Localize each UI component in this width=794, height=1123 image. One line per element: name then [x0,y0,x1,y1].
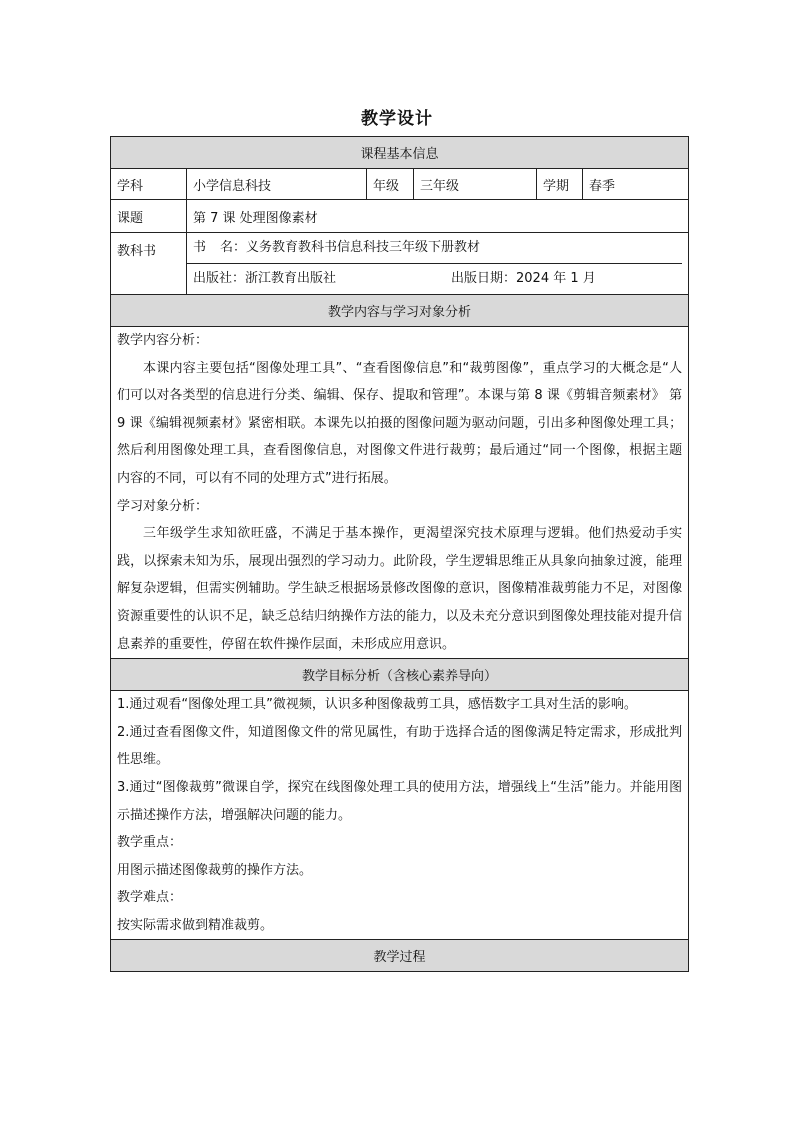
key-point-text: 用图示描述图像裁剪的操作方法。 [117,862,313,878]
goal-2: 2.通过查看图像文件，知道图像文件的常见属性，有助于选择合适的图像满足特定需求，形成批判性思维。 [117,724,683,768]
topic-label: 课题 [111,200,187,233]
term-value: 春季 [583,169,689,200]
learner-analysis-text: 三年级学生求知欲旺盛，不满足于基本操作，更渴望深究技术原理与逻辑。他们热爱动手实践，以探索未知为乐，展现出强烈的学习动力。此阶段，学生逻辑思维正从具象向抽象过渡，能理解复杂逻辑，但需实例辅助。学生缺乏根据场景修改图像的意识，图像精准裁剪能力不足，对图像资源重要性的认识不足，缺乏总结归纳操作方法的能力，以及未充分意识到图像处理技能对提升信息素养的重要性，停留在软件操作层面，未形成应用意识。 [117,526,683,652]
book-label-1: 书 [193,240,207,255]
publish-date: 出版日期：2024 年 1 月 [451,271,596,286]
book-name: 义务教育教科书信息科技三年级下册教材 [246,240,481,255]
section-header-content-analysis: 教学内容与学习对象分析 [111,295,689,327]
goal-3: 3.通过“图像裁剪”微课自学，探究在线图像处理工具的使用方法，增强线上“生活”能力。并能用图示描述操作方法，增强解决问题的能力。 [117,779,683,823]
page-title: 教学设计 [361,109,433,129]
goals-block [111,691,689,940]
book-label-2: 名： [220,240,247,255]
subject-label: 学科 [111,169,187,200]
textbook-info [187,233,689,295]
topic-value: 第 7 课 处理图像素材 [187,200,689,233]
section-header-process: 教学过程 [111,940,689,972]
difficulty-heading: 教学难点： [117,890,183,906]
content-analysis-text: 本课内容主要包括“图像处理工具”、“查看图像信息”和“裁剪图像”，重点学习的大概念是“人们可以对各类型的信息进行分类、编辑、保存、提取和管理”。本课与第 8 课《剪辑音频素材》 第 9 课《编辑视频素材》紧密相联。本课先以拍摄的图像问题为驱动问题，引出多种图像处理工具；然后利用图像处理工具，查看图像信息，对图像文件进行裁剪；最后通过“同一个图像，根据主题内容的不同，可以有不同的处理方式”进行拓展。 [117,360,683,486]
textbook-publisher-line [187,263,682,294]
textbook-label: 教科书 [111,233,187,295]
subject-value: 小学信息科技 [187,169,367,200]
section-header-basic-info: 课程基本信息 [111,137,689,169]
term-label: 学期 [537,169,583,200]
content-analysis-heading: 教学内容分析： [117,333,209,348]
key-point-heading: 教学重点： [117,835,183,851]
textbook-name-line [187,233,682,263]
analysis-block [111,327,689,659]
publisher: 出版社：浙江教育出版社 [193,271,337,286]
goal-1: 1.通过观看“图像处理工具”微视频，认识多种图像裁剪工具，感悟数字工具对生活的影响。 [117,697,637,713]
learner-analysis-heading: 学习对象分析： [117,498,209,514]
section-header-goals: 教学目标分析（含核心素养导向） [111,659,689,691]
lesson-design-table [110,136,689,972]
difficulty-text: 按实际需求做到精准裁剪。 [117,917,274,933]
grade-label: 年级 [367,169,414,200]
grade-value: 三年级 [414,169,537,200]
